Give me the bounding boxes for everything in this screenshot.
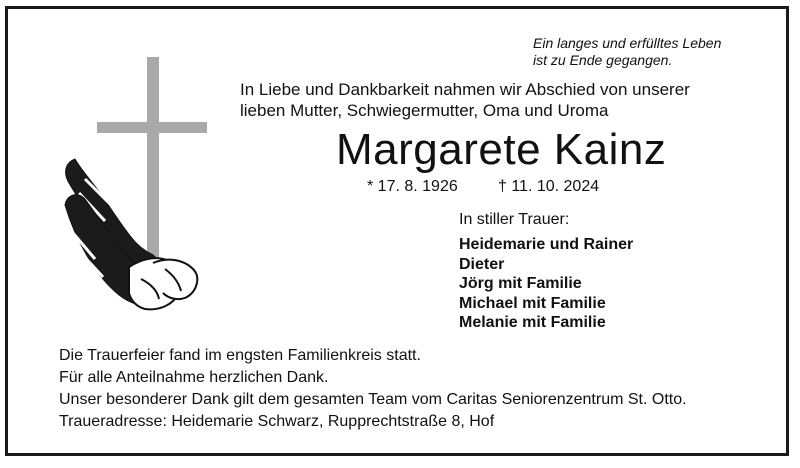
footer-notes: [59, 345, 759, 433]
birth-date: * 17. 8. 1926: [367, 178, 458, 195]
motto: [533, 35, 753, 69]
intro-text: [240, 79, 760, 121]
footer-line: Unser besonderer Dank gilt dem gesamten Team vom Caritas Seniorenzentrum St. Otto.: [59, 391, 687, 408]
intro-line: lieben Mutter, Schwiegermutter, Oma und Uroma: [240, 101, 609, 120]
mourner-name: Heidemarie und Rainer: [459, 236, 634, 253]
mourning-heading: In stiller Trauer:: [459, 211, 570, 228]
footer-line: Für alle Anteilnahme herzlichen Dank.: [59, 369, 329, 386]
mourner-name: Michael mit Familie: [459, 294, 606, 312]
footer-line: Traueradresse: Heidemarie Schwarz, Rupprechtstraße 8, Hof: [59, 413, 495, 430]
memorial-artwork: [45, 55, 240, 320]
mourners-list: [459, 235, 633, 333]
praying-hands-icon: [65, 159, 197, 309]
mourner-name: Melanie mit Familie: [459, 314, 606, 332]
deceased-name: Margarete Kainz: [336, 125, 667, 174]
footer-line: Die Trauerfeier fand im engsten Familienkreis statt.: [59, 347, 421, 364]
intro-line: In Liebe und Dankbarkeit nahmen wir Abschied von unserer: [240, 80, 690, 99]
motto-line: Ein langes und erfülltes Leben: [533, 35, 722, 51]
death-date: † 11. 10. 2024: [498, 178, 600, 195]
motto-line: ist zu Ende gegangen.: [533, 52, 673, 68]
mourner-name: Dieter: [459, 255, 505, 273]
mourner-name: Jörg mit Familie: [459, 275, 582, 293]
